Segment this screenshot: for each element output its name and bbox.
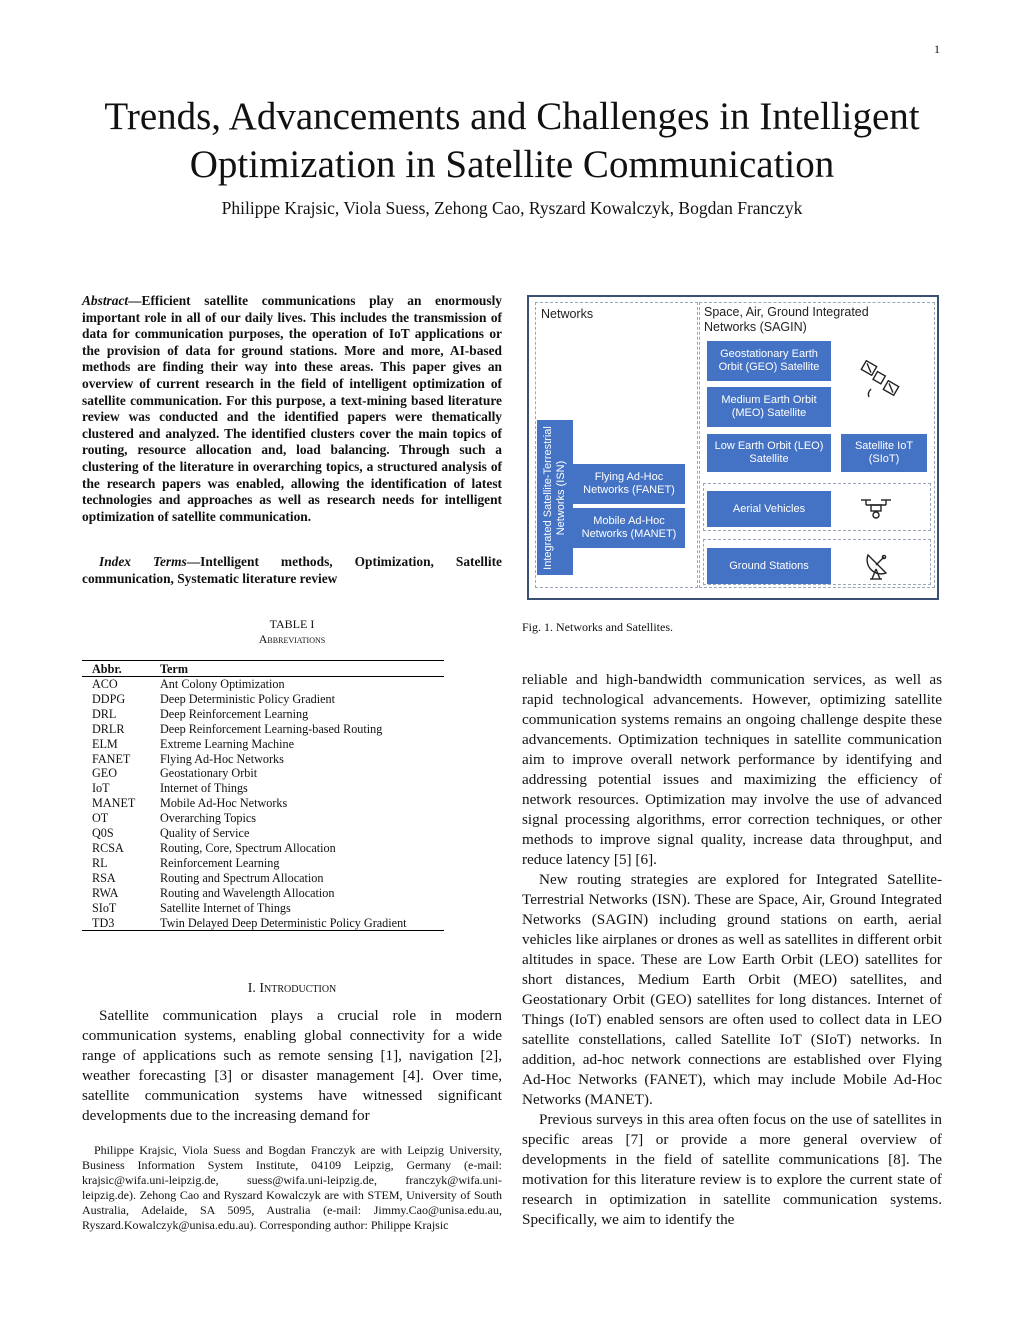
index-terms-lead: Index Terms (99, 554, 187, 569)
table-cell-abbr: Q0S (92, 826, 114, 841)
table-cell-abbr: MANET (92, 796, 136, 811)
ground-stations-box: Ground Stations (707, 548, 831, 584)
table-row (82, 692, 444, 707)
siot-box: Satellite IoT (SIoT) (841, 434, 927, 472)
table-header-abbr: Abbr. (82, 661, 150, 677)
table-cell-abbr: TD3 (82, 916, 150, 931)
table-cell-term: Deep Reinforcement Learning (160, 706, 309, 721)
table-number: TABLE I (269, 617, 315, 631)
aerial-vehicles-box: Aerial Vehicles (707, 491, 831, 527)
isn-label: Integrated Satellite-Terrestrial Networks (ISN) (542, 425, 567, 570)
section-heading-introduction: I. Introduction (247, 981, 337, 996)
table-row (82, 677, 444, 692)
sagin-label: Space, Air, Ground Integrated Networks (SAGIN) (704, 305, 869, 334)
table-row (82, 901, 444, 916)
satellite-dish-icon (862, 549, 894, 581)
table-header-row (82, 661, 444, 677)
table-cell-term: Reinforcement Learning (160, 855, 280, 870)
introduction-text (82, 1006, 502, 1126)
table-cell-term: Extreme Learning Machine (160, 736, 295, 751)
figure-networks-satellites (527, 295, 939, 600)
table-cell-abbr: SIoT (92, 900, 117, 915)
table-cell-term: Routing, Core, Spectrum Allocation (160, 840, 336, 855)
table-row (82, 916, 444, 931)
table-row (82, 841, 444, 856)
paper-title: Trends, Advancements and Challenges in Intelligent Optimization in Satellite Communication (104, 95, 920, 186)
table-cell-abbr: ACO (92, 677, 118, 691)
paper-authors: Philippe Krajsic, Viola Suess, Zehong Cao, Ryszard Kowalczyk, Bogdan Franczyk (221, 198, 803, 218)
table-caption (82, 617, 502, 647)
table-cell-abbr: RSA (92, 870, 116, 885)
author-footnote (82, 1143, 502, 1233)
table-cell-abbr: RL (92, 855, 108, 870)
table-cell-term: Quality of Service (160, 826, 250, 841)
table-cell-term: Geostationary Orbit (160, 766, 258, 781)
manet-box: Mobile Ad-Hoc Networks (MANET) (573, 508, 685, 548)
page-number: 1 (934, 42, 940, 56)
table-cell-abbr: DDPG (92, 691, 126, 706)
table-cell-term: Overarching Topics (160, 811, 257, 826)
table-cell-abbr: RWA (92, 885, 119, 900)
table-cell-term: Twin Delayed Deep Deterministic Policy Gradient (150, 916, 444, 931)
table-title: Abbreviations (258, 632, 326, 646)
table-row (82, 781, 444, 796)
table-cell-term: Routing and Wavelength Allocation (160, 885, 335, 900)
table-row (82, 811, 444, 826)
table-cell-term: Internet of Things (160, 781, 248, 796)
index-terms (82, 554, 502, 587)
table-cell-term: Ant Colony Optimization (160, 677, 285, 691)
table-cell-abbr: RCSA (92, 840, 124, 855)
table-cell-abbr: ELM (92, 736, 118, 751)
drone-icon (859, 496, 893, 522)
right-paragraph-2: New routing strategies are explored for Integrated Satellite-Terrestrial Networks (ISN). These are Space, Air, Ground Integrated Networks (SAGIN) including ground stations on earth, aerial vehicles like airplanes or drones as well as satellites in different orbit altitudes in space. These are Low Earth Orbit (LEO) satellites for short distances, Medium Earth Orbit (MEO) satellites, and Geostationary Orbit (GEO) satellites for long distances. Internet of Things (IoT) enabled sensors are often used to collect data in LEO satellite constellations, called Satellite IoT (SIoT) networks. In addition, ad-hoc network connections are established over Flying Ad-Hoc Networks (FANET), which may include Mobile Ad-Hoc Networks (MANET). (522, 871, 942, 1108)
table-cell-abbr: FANET (92, 751, 131, 766)
abstract (82, 293, 502, 525)
right-column-text (522, 670, 942, 1230)
table-cell-abbr: DRL (92, 706, 117, 721)
leo-box: Low Earth Orbit (LEO) Satellite (707, 434, 831, 472)
table-row (82, 766, 444, 781)
table-cell-term: Satellite Internet of Things (160, 900, 291, 915)
table-row (82, 752, 444, 767)
abstract-lead: Abstract (82, 293, 129, 308)
footnote-text: Philippe Krajsic, Viola Suess and Bogdan Franczyk are with Leipzig University, Business Information System Institute, 04109 Leipzig, Germany (e-mail: krajsic@wifa.uni-leipzig.de, suess@wifa.uni-leipzig.de, franczyk@wifa.uni-leipzig.de). Zehong Cao and Ryszard Kowalczyk are with STEM, University of South Australia, Adelaide, SA 5095, Australia (e-mail: Jimmy.Cao@unisa.edu.au, Ryszard.Kowalczyk@unisa.edu.au). Corresponding author: Philippe Krajsic (82, 1143, 502, 1232)
networks-label: Networks (541, 307, 594, 321)
table-cell-term: Deep Reinforcement Learning-based Routing (160, 721, 383, 736)
table-header-term: Term (150, 661, 444, 677)
table-cell-term: Mobile Ad-Hoc Networks (160, 796, 288, 811)
table-row (82, 871, 444, 886)
table-cell-abbr: OT (92, 811, 109, 826)
table-row (82, 796, 444, 811)
table-cell-term: Routing and Spectrum Allocation (160, 870, 324, 885)
table-cell-term: Flying Ad-Hoc Networks (160, 751, 284, 766)
table-row (82, 856, 444, 871)
abstract-text: —Efficient satellite communications play an enormously important role in all of our daily lives. This includes the transmission of data for communication purposes, the operation of IoT applications or the provision of data for ground stations. More and more, AI-based methods are finding their way into these areas. This paper gives an overview of current research in the field of intelligent optimization of satellite communication. For this purpose, a text-mining based literature review was conducted and the identified papers were thematically clustered and analyzed. The identified clusters cover the main topics of routing, resource allocation and, load balancing. Through such a clustering of the literature in overarching topics, a structured analysis of the research papers was enabled, allowing the identification of latest technologies and approaches as well as research needs for intelligent optimization of satellite communication. (82, 293, 502, 524)
abbreviations-table (82, 660, 444, 931)
table-cell-abbr: IoT (92, 781, 110, 796)
right-paragraph-1: reliable and high-bandwidth communication services, as well as rapid technological advancements. However, optimizing satellite communication systems remains an ongoing challenge despite these advancements. Optimization techniques in satellite communication aim to improve overall network performance by identifying and addressing potential issues and maximizing the efficiency of network resources. Optimization may involve the use of advanced signal processing algorithms, error correction techniques, or other methods to improve signal quality, increase data throughput, and reduce latency [5] [6]. (522, 671, 942, 868)
meo-box: Medium Earth Orbit (MEO) Satellite (707, 387, 831, 427)
geo-box: Geostationary Earth Orbit (GEO) Satellite (707, 341, 831, 381)
table-row (82, 826, 444, 841)
table-row (82, 707, 444, 722)
figure-caption: Fig. 1. Networks and Satellites. (522, 620, 673, 634)
index-terms-text: —Intelligent methods, Optimization, Satellite communication, Systematic literature review (82, 554, 502, 586)
table-cell-abbr: GEO (92, 766, 118, 781)
intro-paragraph: Satellite communication plays a crucial role in modern communication systems, enabling global connectivity for a wide range of applications such as remote sensing [1], navigation [2], weather forecasting [3] or disaster management [4]. Over time, satellite communication systems have witnessed significant developments due to the increasing demand for (82, 1007, 502, 1124)
table-row (82, 722, 444, 737)
table-cell-term: Deep Deterministic Policy Gradient (160, 691, 335, 706)
table-cell-abbr: DRLR (92, 721, 125, 736)
fanet-box: Flying Ad-Hoc Networks (FANET) (573, 464, 685, 504)
satellite-icon (859, 359, 903, 399)
table-row (82, 886, 444, 901)
right-paragraph-3: Previous surveys in this area often focus on the use of satellites in specific areas [7] or provide a more general overview of developments in the field of satellite communications [8]. The motivation for this literature review is to explore the current state of research in optimization in satellite communication systems. Specifically, we aim to identify the (522, 1111, 942, 1228)
isn-box (537, 420, 573, 575)
table-row (82, 737, 444, 752)
